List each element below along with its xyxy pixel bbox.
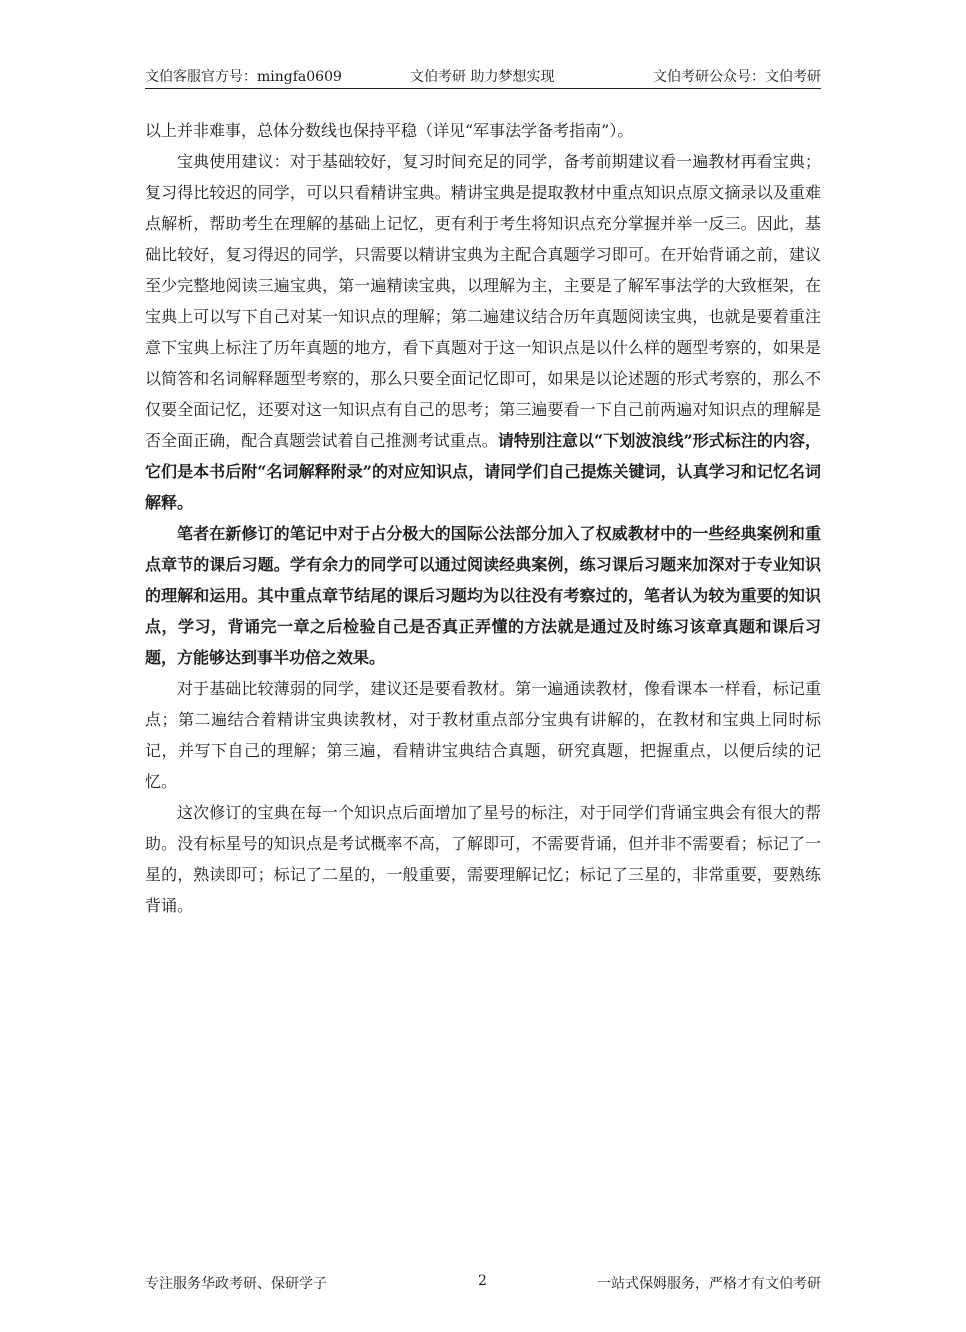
paragraph-1: 以上并非难事，总体分数线也保持平稳（详见“军事法学备考指南”）。 — [145, 121, 634, 140]
page-header — [145, 66, 821, 89]
paragraph-5: 这次修订的宝典在每一个知识点后面增加了星号的标注，对于同学们背诵宝典会有很大的帮助。没有标星号的知识点是考试概率不高，了解即可，不需要背诵，但并非不需要看；标记了一星的，熟读即可；标记了二星的，一般重要，需要理解记忆；标记了三星的，非常重要，要熟练背诵。 — [145, 803, 821, 915]
page-number: 2 — [478, 1273, 487, 1289]
footer-left-text: 专注服务华政考研、保研学子 — [145, 1276, 327, 1292]
page-footer — [145, 1273, 821, 1293]
paragraph-4: 对于基础比较薄弱的同学，建议还是要看教材。第一遍通读教材，像看课本一样看，标记重点；第二遍结合着精讲宝典读教材，对于教材重点部分宝典有讲解的，在教材和宝典上同时标记，并写下自己的理解；第三遍，看精讲宝典结合真题，研究真题，把握重点，以便后续的记忆。 — [145, 679, 821, 791]
paragraph-2 — [145, 146, 821, 518]
header-official-account: 文伯考研公众号：文伯考研 — [653, 69, 821, 85]
paragraph-3: 笔者在新修订的笔记中对于占分极大的国际公法部分加入了权威教材中的一些经典案例和重点章节的课后习题。学有余力的同学可以通过阅读经典案例，练习课后习题来加深对于专业知识的理解和运用。其中重点章节结尾的课后习题均为以往没有考察过的，笔者认为较为重要的知识点，学习，背诵完一章之后检验自己是否真正弄懂的方法就是通过及时练习该章真题和课后习题，方能够达到事半功倍之效果。 — [145, 524, 821, 667]
header-customer-service: 文伯客服官方号：mingfa0609 — [145, 69, 342, 85]
paragraph-2-text: 宝典使用建议：对于基础较好，复习时间充足的同学，备考前期建议看一遍教材再看宝典；复习得比较迟的同学，可以只看精讲宝典。精讲宝典是提取教材中重点知识点原文摘录以及重难点解析，帮助考生在理解的基础上记忆，更有利于考生将知识点充分掌握并举一反三。因此，基础比较好，复习得迟的同学，只需要以精讲宝典为主配合真题学习即可。在开始背诵之前，建议至少完整地阅读三遍宝典，第一遍精读宝典，以理解为主，主要是了解军事法学的大致框架，在宝典上可以写下自己对某一知识点的理解；第二遍建议结合历年真题阅读宝典，也就是要着重注意下宝典上标注了历年真题的地方，看下真题对于这一知识点是以什么样的题型考察的，如果是以简答和名词解释题型考察的，那么只要全面记忆即可，如果是以论述题的形式考察的，那么不仅要全面记忆，还要对这一知识点有自己的思考；第三遍要看一下自己前两遍对知识点的理解是否全面正确，配合真题尝试着自己推测考试重点。 — [145, 152, 821, 450]
document-body — [145, 115, 821, 921]
header-slogan: 文伯考研 助力梦想实现 — [410, 69, 555, 85]
footer-right-text: 一站式保姆服务，严格才有文伯考研 — [597, 1276, 821, 1292]
paragraph-2-emphasis: 请特别注意以“下划波浪线”形式标注的内容，它们是本书后附“名词解释附录”的对应知识点，请同学们自己提炼关键词，认真学习和记忆名词解释。 — [145, 431, 821, 512]
